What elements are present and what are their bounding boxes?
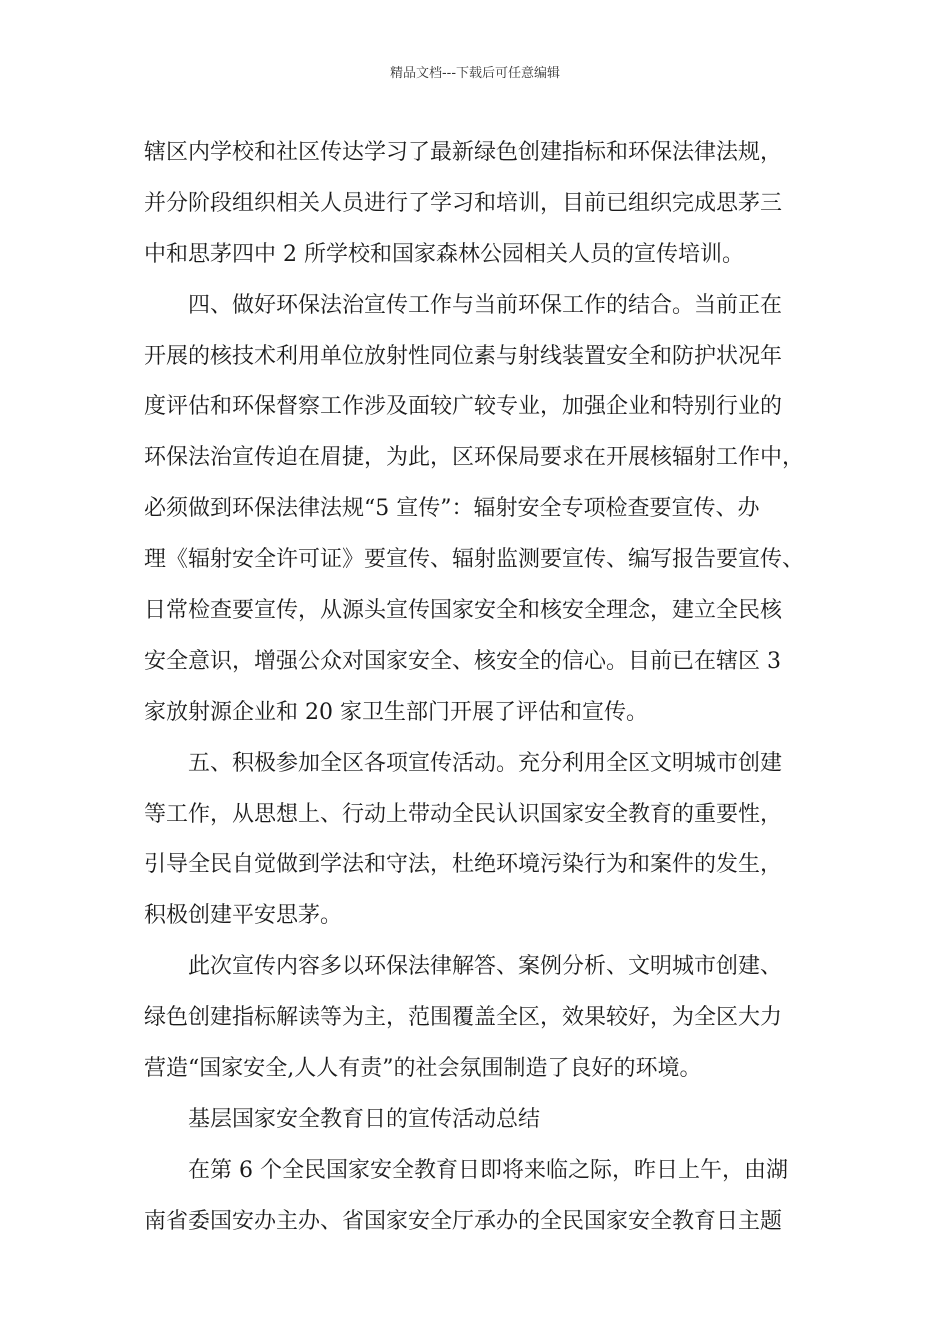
body-line: 开展的核技术利用单位放射性同位素与射线装置安全和防护状况年: [144, 343, 783, 369]
body-line: 日常检查要宣传，从源头宣传国家安全和核安全理念，建立全民核: [144, 598, 783, 624]
body-line: 并分阶段组织相关人员进行了学习和培训，目前已组织完成思茅三: [144, 190, 783, 216]
body-line: 度评估和环保督察工作涉及面较广较专业，加强企业和特别行业的: [144, 394, 783, 420]
section-title: 基层国家安全教育日的宣传活动总结: [144, 1106, 541, 1132]
body-line: 五、积极参加全区各项宣传活动。充分利用全区文明城市创建: [144, 750, 783, 776]
body-line: 南省委国安办主办、省国家安全厅承办的全民国家安全教育日主题: [144, 1208, 783, 1234]
body-line: 在第 6 个全民国家安全教育日即将来临之际，昨日上午，由湖: [144, 1157, 788, 1183]
body-line: 辖区内学校和社区传达学习了最新绿色创建指标和环保法律法规，: [144, 140, 783, 165]
body-line: 安全意识，增强公众对国家安全、核安全的信心。目前已在辖区 3: [144, 648, 781, 674]
body-line: 引导全民自觉做到学法和守法，杜绝环境污染行为和案件的发生，: [144, 852, 783, 878]
body-line: 环保法治宣传迫在眉捷，为此，区环保局要求在开展核辐射工作中，: [144, 445, 805, 471]
body-line: 理《辐射安全许可证》要宣传、辐射监测要宣传、编写报告要宣传、: [144, 547, 805, 573]
body-line: 中和思茅四中 2 所学校和国家森林公园相关人员的宣传培训。: [144, 241, 744, 267]
body-line: 积极创建平安思茅。: [144, 903, 343, 929]
document-body: [144, 128, 812, 1248]
body-line: 营造“国家安全,人人有责”的社会氛围制造了良好的环境。: [144, 1056, 702, 1082]
body-line: 绿色创建指标解读等为主，范围覆盖全区，效果较好，为全区大力: [144, 1005, 783, 1031]
page-header: 精品文档---下载后可任意编辑: [389, 66, 561, 81]
body-line: 四、做好环保法治宣传工作与当前环保工作的结合。当前正在: [144, 292, 783, 318]
body-line: 此次宣传内容多以环保法律解答、案例分析、文明城市创建、: [144, 954, 783, 980]
body-line: 必须做到环保法律法规“5 宣传”：辐射安全专项检查要宣传、办: [144, 496, 760, 522]
body-line: 等工作，从思想上、行动上带动全民认识国家安全教育的重要性，: [144, 801, 783, 827]
body-line: 家放射源企业和 20 家卫生部门开展了评估和宣传。: [144, 699, 648, 725]
